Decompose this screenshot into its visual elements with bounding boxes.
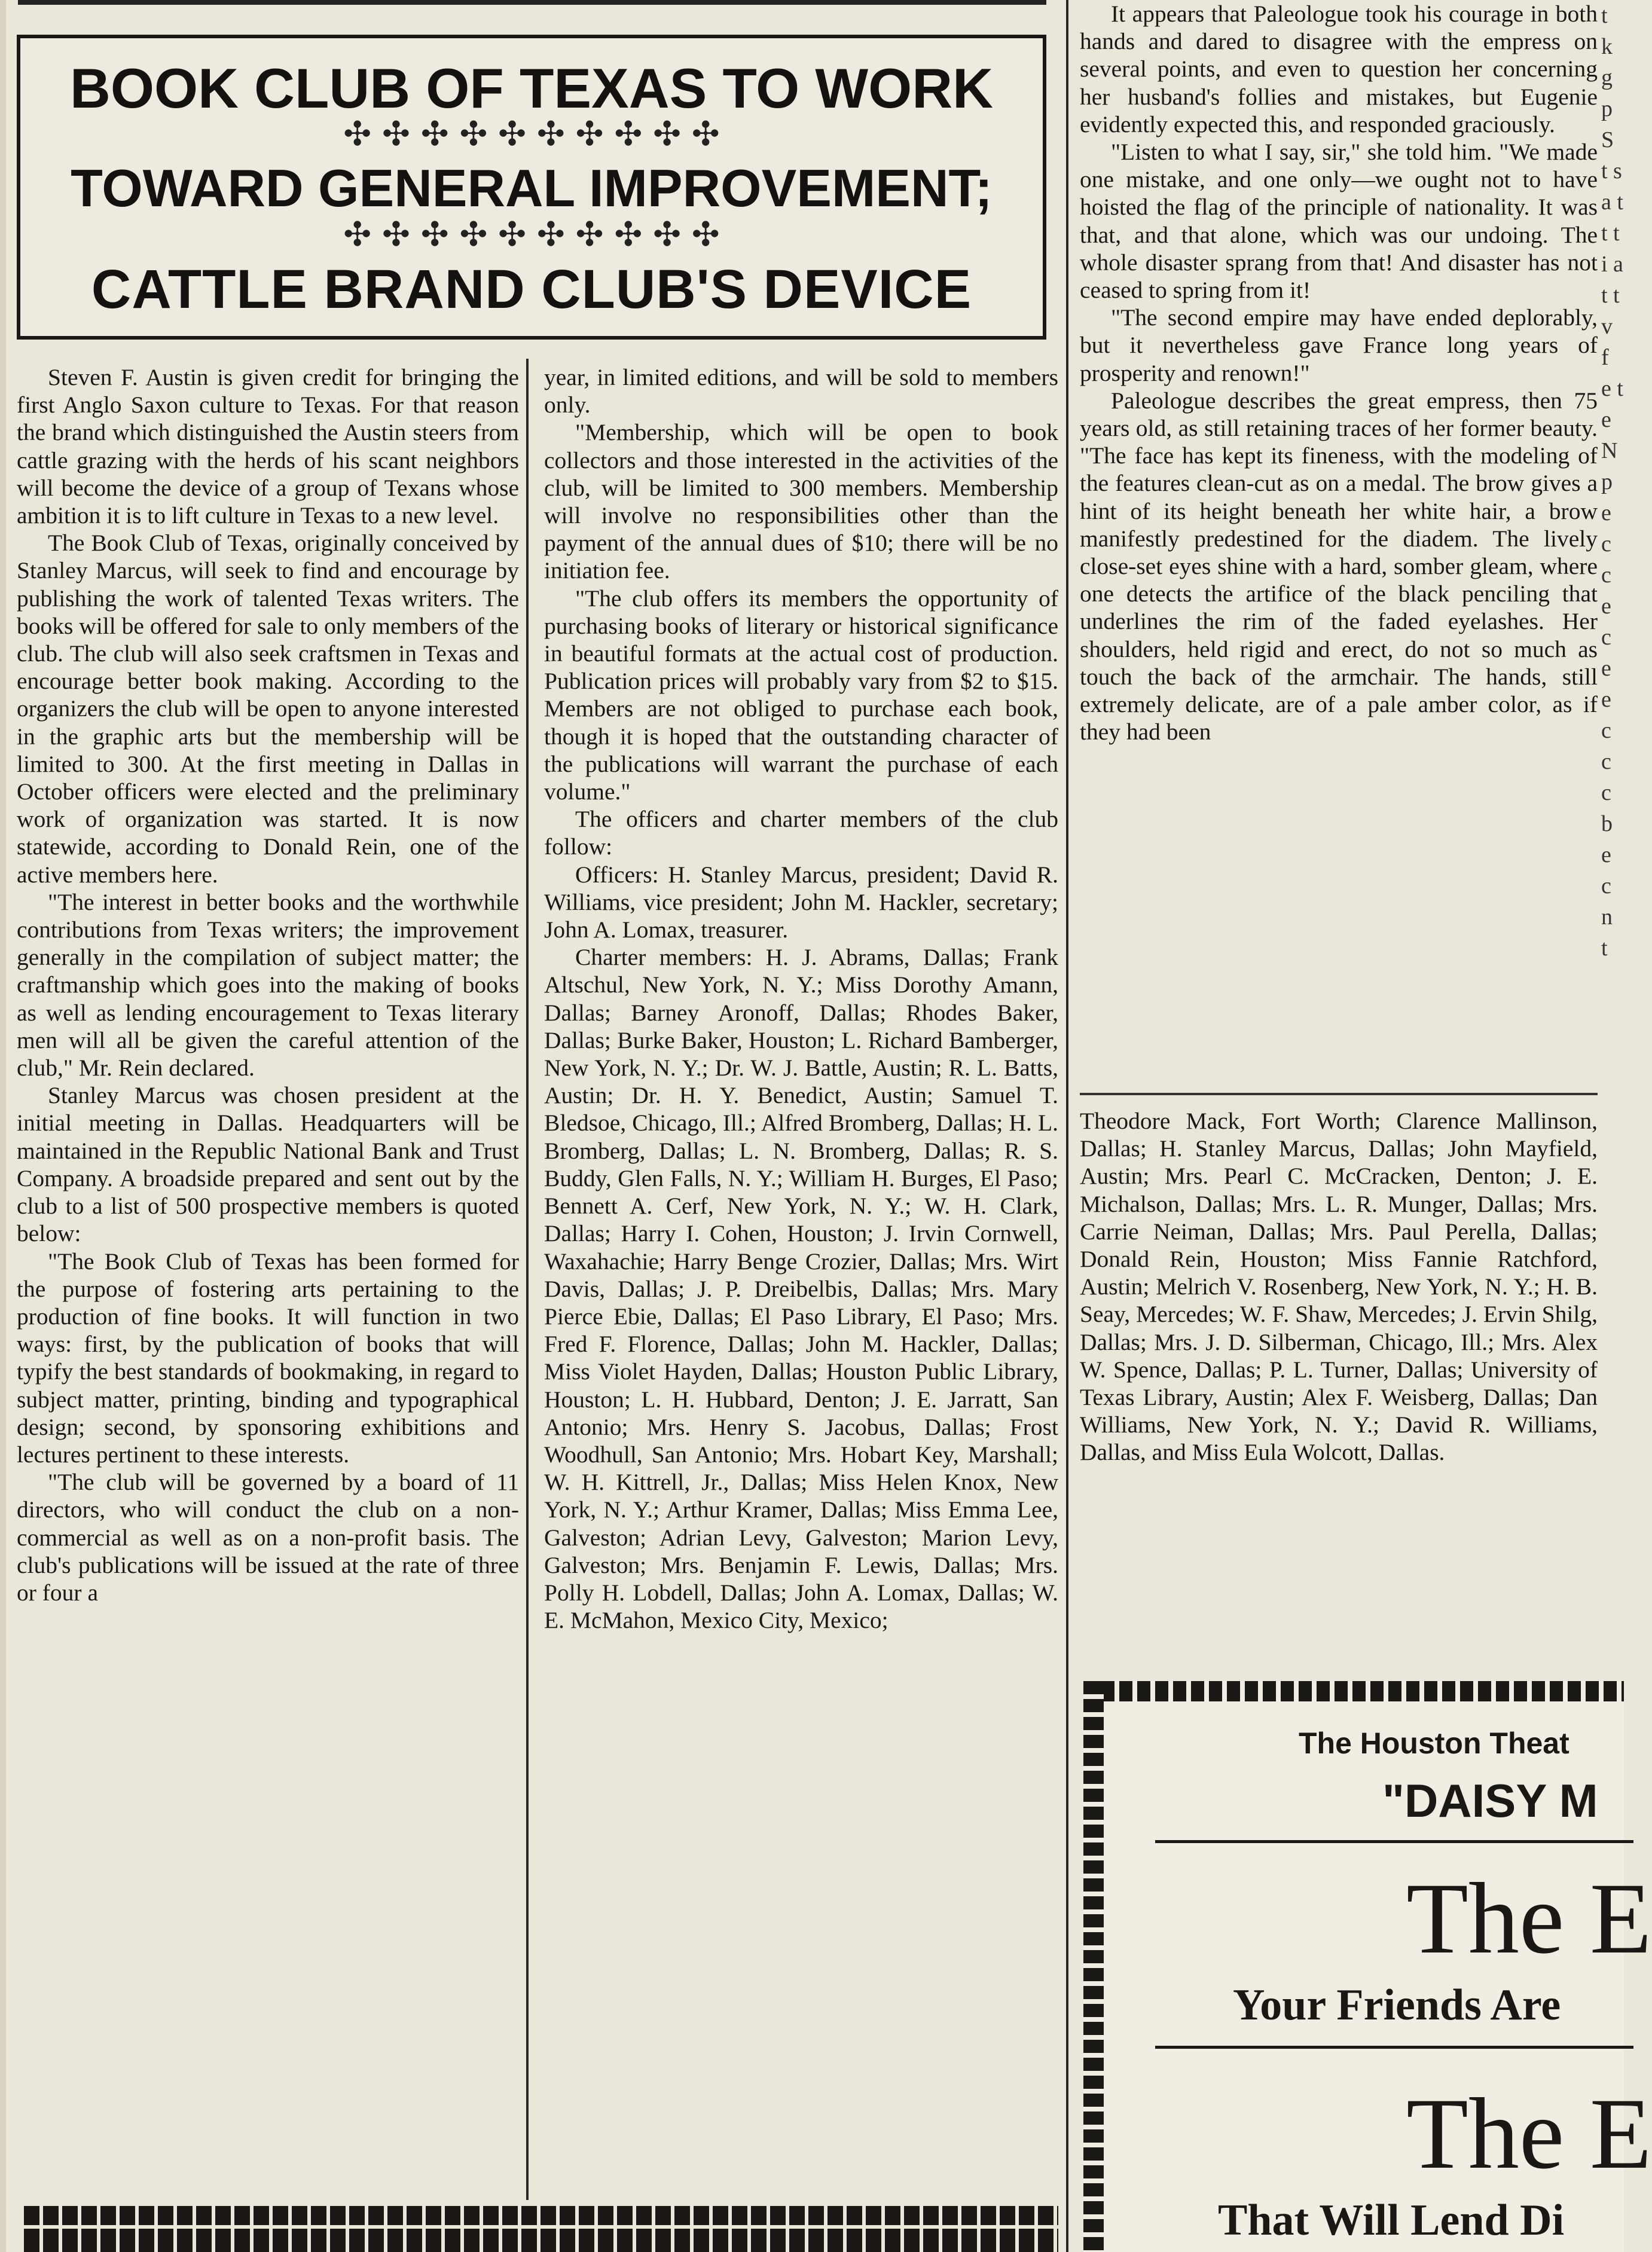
article-column-3 xyxy=(1080,0,1598,1076)
paragraph: Paleologue describes the great empress, then 75 years old, as still retaining traces of her former beauty. "The face has kept its fineness, with the modeling of the features clean-cut as on a medal. The brow gives a hint of its height beneath her white hair, a brow manifestly predestined for the diadem. The lively close-set eyes shine with a hard, somber gleam, where one detects the artifice of the black penciling that underlines the rim of the faded eyelashes. Her shoulders, held rigid and erect, do not so much as touch the back of the armchair. The hands, still extremely delicate, are of a pale amber color, as if they had been xyxy=(1080,387,1598,745)
paragraph: year, in limited editions, and will be sold to members only. xyxy=(544,364,1058,418)
paragraph: "The club offers its members the opportunity of purchasing books of literary or historical significance in beautiful formats at the actual cost of production. Publication prices will probably vary from $2 to $15. Members are not obliged to purchase each book, though it is hoped that the outstanding character of the publications will warrant the purchase of each volume." xyxy=(544,585,1058,805)
headline-line-1: BOOK CLUB OF TEXAS TO WORK xyxy=(69,57,994,120)
paragraph-charter-members: Charter members: H. J. Abrams, Dallas; Frank Altschul, New York, N. Y.; Miss Dorothy Amann, Dallas; Barney Aronoff, Dallas; Rhodes Baker, Dallas; Burke Baker, Houston; L. Richard Bamberger, New York, N. Y.; Dr. W. J. Battle, Austin; R. L. Batts, Austin; Dr. H. Y. Benedict, Austin; Samuel T. Bledsoe, Chicago, Ill.; Alfred Bromberg, Dallas; H. L. Bromberg, Dallas; L. N. Bromberg, Dallas; R. S. Buddy, Glen Falls, N. Y.; William H. Burges, El Paso; Bennett A. Cerf, New York, N. Y.; W. H. Clark, Dallas; Harry I. Cohen, Houston; J. Irvin Cornwell, Waxahachie; Harry Benge Crozier, Dallas; Mrs. Wirt Davis, Dallas; J. P. Dreibelbis, Dallas; Mrs. Mary Pierce Ebie, Dallas; El Paso Library, El Paso; Mrs. Fred F. Florence, Dallas; John M. Hackler, Dallas; Miss Violet Hayden, Dallas; Houston Public Library, Houston; L. H. Hubbard, Denton; J. E. Jarratt, San Antonio; Mrs. Henry S. Jacobus, Dallas; Frost Woodhull, San Antonio; Mrs. Hobart Key, Marshall; W. H. Kittrell, Jr., Dallas; Miss Helen Knox, New York, N. Y.; Arthur Kramer, Dallas; Miss Emma Lee, Galveston; Adrian Levy, Galveston; Marion Levy, Galveston; Mrs. Benjamin F. Lewis, Dallas; Mrs. Polly H. Lobdell, Dallas; John A. Lomax, Dallas; W. E. McMahon, Mexico City, Mexico; xyxy=(544,944,1058,1634)
paragraph: The Book Club of Texas, originally conceived by Stanley Marcus, will seek to find and encourage by publishing the work of talented Texas writers. The books will be offered for sale to only members of the club. The club will also seek craftsmen in Texas and encourage better book making. According to the organizers the club will be open to anyone interested in the graphic arts but the membership will be limited to 300. At the first meeting in Dallas in October officers were elected and the preliminary work of organization was started. It is now statewide, according to Donald Rein, one of the active members here. xyxy=(17,530,519,888)
paragraph-officers: Officers: H. Stanley Marcus, president; David R. Williams, vice president; John M. Hackler, secretary; John A. Lomax, treasurer. xyxy=(544,861,1058,943)
paragraph: "Listen to what I say, sir," she told him. "We made one mistake, and one only—we ought not to have hoisted the flag of the principle of nationality. It was that, and that alone, which was our undoing. The whole disaster sprang from that! And disaster has not ceased to spring from it! xyxy=(1080,139,1598,304)
ad-large-heading-2: The E xyxy=(1406,2077,1652,2190)
page-edge xyxy=(0,0,6,2252)
article-column-1 xyxy=(17,363,519,2187)
column-3-separator xyxy=(1080,1093,1598,1095)
article-column-2 xyxy=(544,363,1058,2193)
paragraph: Steven F. Austin is given credit for bringing the first Anglo Saxon culture to Texas. For that reason the brand which distinguished the Austin steers from cattle grazing with the herds of his scant neighbors will become the device of a group of Texans whose ambition it is to lift culture in Texas to a new level. xyxy=(17,364,519,529)
bottom-ad-border-gap xyxy=(24,2225,1058,2229)
paragraph: Stanley Marcus was chosen president at the initial meeting in Dallas. Headquarters will be maintained in the Republic National Bank and Trust Company. A broadside prepared and sent out by the club to a list of 500 prospective members is quoted below: xyxy=(17,1082,519,1247)
ornament-row-2: ✣ ✣ ✣ ✣ ✣ ✣ ✣ ✣ ✣ ✣ xyxy=(343,215,720,254)
ad-tagline-2: That Will Lend Di xyxy=(1218,2196,1565,2245)
bottom-ad-border xyxy=(24,2206,1058,2252)
ad-border-left xyxy=(1083,1681,1104,2252)
ad-divider xyxy=(1155,2046,1633,2049)
adjacent-column-fragments: t k g p S t s a t t t i a t t v f e t e N p e c c e c e e c c c b e c n t xyxy=(1601,3,1623,961)
headline-line-3: CATTLE BRAND CLUB'S DEVICE xyxy=(91,259,972,320)
article-column-3-continued xyxy=(1080,1107,1598,1669)
paragraph: "The Book Club of Texas has been formed for the purpose of fostering arts pertaining to the production of fine books. It will function in two ways: first, by the publication of books that will typify the best standards of bookmaking, in regard to subject matter, printing, binding and typographical design; second, by sponsoring exhibitions and lectures pertinent to these interests. xyxy=(17,1248,519,1468)
column-divider-1 xyxy=(526,359,529,2200)
ad-large-heading-1: The E xyxy=(1406,1862,1652,1975)
ornament-row-1: ✣ ✣ ✣ ✣ ✣ ✣ ✣ ✣ ✣ ✣ xyxy=(343,115,720,154)
paragraph: It appears that Paleologue took his courage in both hands and dared to disagree with the empress on several points, and even to question her concerning her husband's follies and mistakes, but Eugenie evidently expected this, and responded graciously. xyxy=(1080,1,1598,137)
ad-tagline-1: Your Friends Are xyxy=(1233,1981,1561,2030)
paragraph: "The interest in better books and the worthwhile contributions from Texas writers; the improvement generally in the compilation of subject matter; the craftmanship which goes into the making of books as well as lending encouragement to Texas literary men will all be given the careful attention of the club," Mr. Rein declared. xyxy=(17,888,519,1081)
paragraph: "The second empire may have ended deplorably, but it nevertheless gave France long years of prosperity and renown!" xyxy=(1080,304,1598,386)
headline-box xyxy=(17,35,1046,340)
paragraph: "The club will be governed by a board of 11 directors, who will conduct the club on a non-commercial as well as on a non-profit basis. The club's publications will be issued at the rate of three or four a xyxy=(17,1469,519,1606)
paragraph-members-continued: Theodore Mack, Fort Worth; Clarence Mallinson, Dallas; H. Stanley Marcus, Dallas; John Mayfield, Austin; Mrs. Pearl C. McCracken, Denton; J. E. Michalson, Dallas; Mrs. L. R. Munger, Dallas; Mrs. Carrie Neiman, Dallas; Mrs. Paul Perella, Dallas; Donald Rein, Houston; Miss Fannie Ratchford, Austin; Melrich V. Rosenberg, New York, N. Y.; H. B. Seay, Mercedes; W. F. Shaw, Mercedes; J. Ervin Shilg, Dallas; Mrs. J. D. Silberman, Chicago, Ill.; Mrs. Alex W. Spence, Dallas; P. L. Turner, Dallas; University of Texas Library, Austin; Alex F. Weisberg, Dallas; Dan Williams, New York, N. Y.; David R. Williams, Dallas, and Miss Eula Wolcott, Dallas. xyxy=(1080,1108,1598,1466)
ad-show-title: "DAISY M xyxy=(1382,1774,1598,1827)
ad-border-top xyxy=(1083,1681,1624,1701)
paragraph: The officers and charter members of the club follow: xyxy=(544,806,1058,860)
column-divider-2 xyxy=(1066,0,1068,2252)
theater-advertisement xyxy=(1083,1681,1652,2252)
paragraph: "Membership, which will be open to book collectors and those interested in the activities of the club, will be limited to 300 members. Membership will involve no responsibilities other than the payment of the annual dues of $10; there will be no initiation fee. xyxy=(544,419,1058,584)
ad-theater-name: The Houston Theat xyxy=(1299,1727,1569,1760)
ad-divider xyxy=(1155,1840,1633,1843)
top-rule xyxy=(18,0,1046,5)
headline-line-2: TOWARD GENERAL IMPROVEMENT; xyxy=(71,158,993,218)
